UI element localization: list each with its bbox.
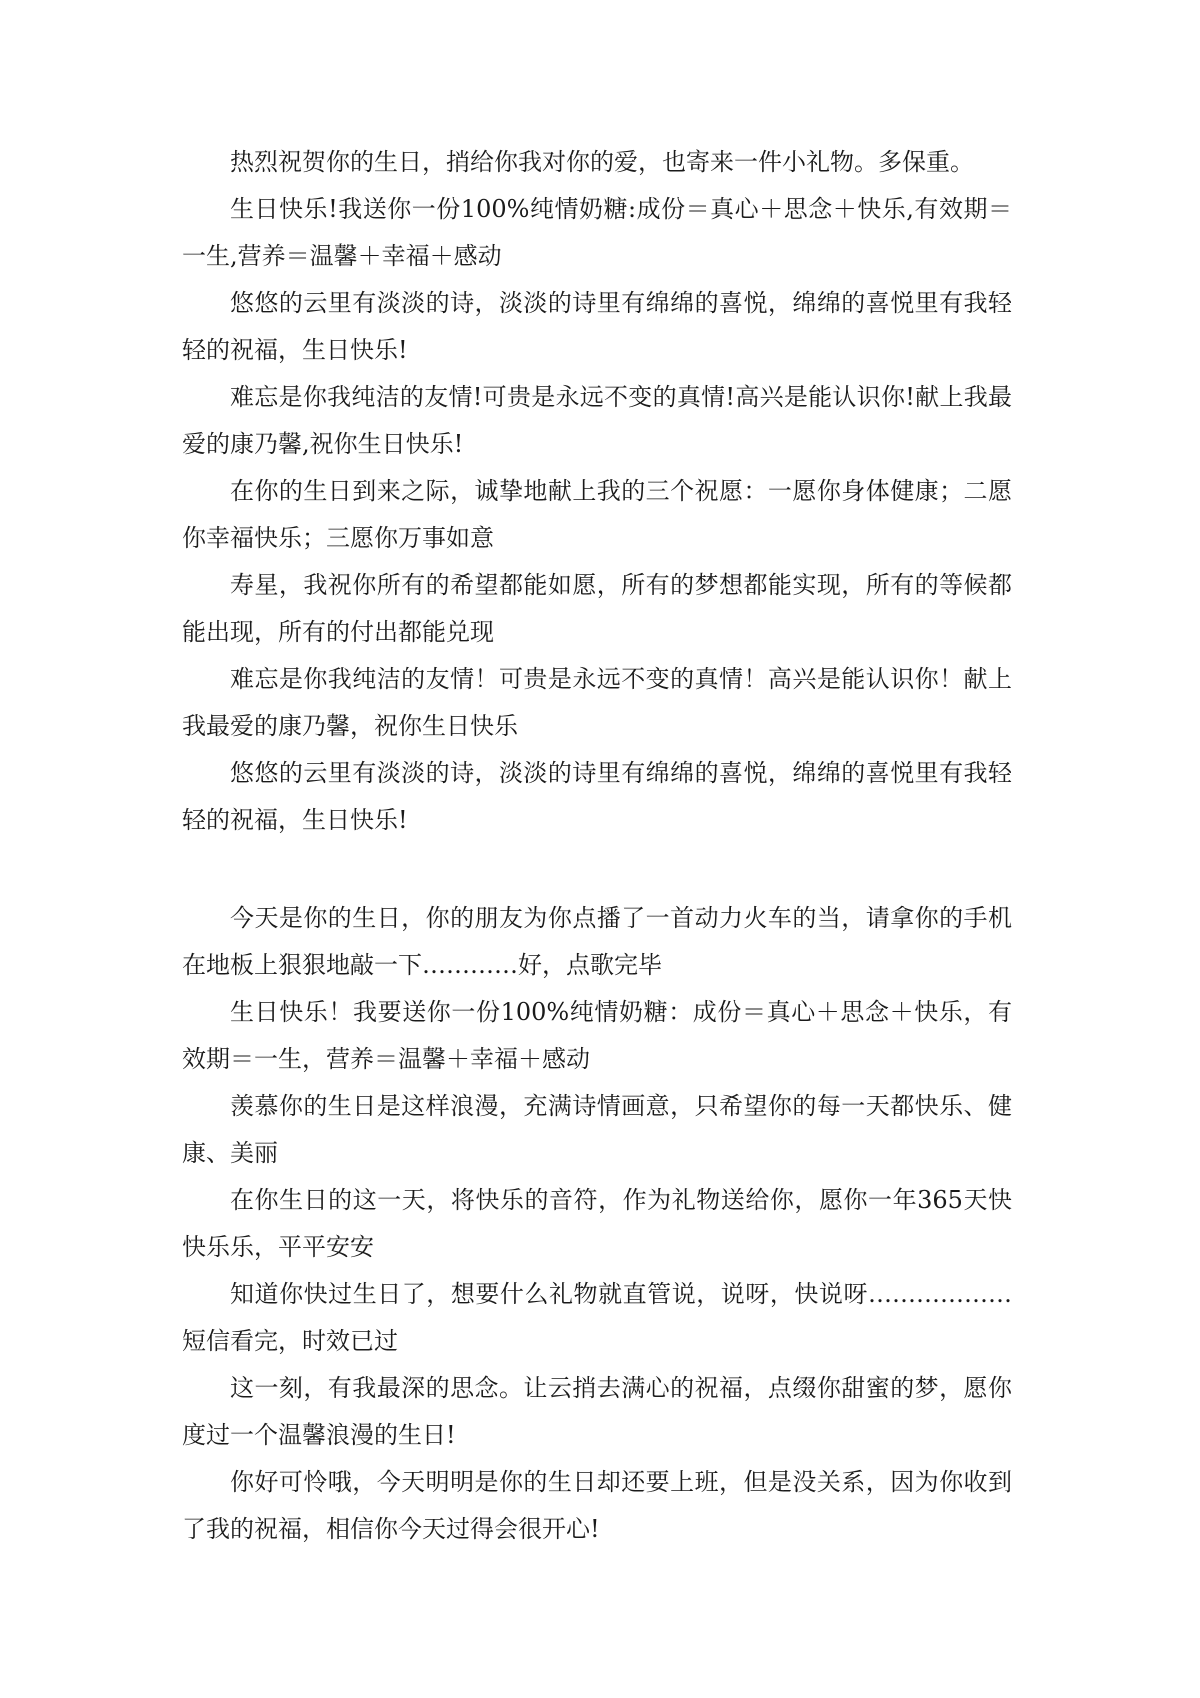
paragraph: 这一刻，有我最深的思念。让云捎去满心的祝福，点缀你甜蜜的梦，愿你度过一个温馨浪漫的生日! xyxy=(182,1374,1012,1449)
paragraph: 知道你快过生日了，想要什么礼物就直管说，说呀，快说呀………………短信看完，时效已过 xyxy=(182,1280,1012,1355)
greeting-section-2 xyxy=(182,895,1012,1553)
paragraph: 悠悠的云里有淡淡的诗，淡淡的诗里有绵绵的喜悦，绵绵的喜悦里有我轻轻的祝福，生日快乐! xyxy=(182,759,1012,834)
paragraph: 生日快乐!我送你一份100%纯情奶糖:成份＝真心＋思念＋快乐,有效期＝一生,营养＝温馨＋幸福＋感动 xyxy=(182,195,1012,270)
paragraph: 今天是你的生日，你的朋友为你点播了一首动力火车的当，请拿你的手机在地板上狠狠地敲一下…………好，点歌完毕 xyxy=(182,904,1012,979)
paragraph: 难忘是你我纯洁的友情!可贵是永远不变的真情!高兴是能认识你!献上我最爱的康乃馨,祝你生日快乐! xyxy=(182,383,1012,458)
paragraph: 羡慕你的生日是这样浪漫，充满诗情画意，只希望你的每一天都快乐、健康、美丽 xyxy=(182,1092,1012,1167)
paragraph: 在你生日的这一天，将快乐的音符，作为礼物送给你，愿你一年365天快快乐乐，平平安安 xyxy=(182,1186,1012,1261)
paragraph: 在你的生日到来之际，诚挚地献上我的三个祝愿：一愿你身体健康；二愿你幸福快乐；三愿你万事如意 xyxy=(182,477,1012,552)
paragraph: 难忘是你我纯洁的友情！可贵是永远不变的真情！高兴是能认识你！献上我最爱的康乃馨，祝你生日快乐 xyxy=(182,665,1012,740)
paragraph: 热烈祝贺你的生日，捎给你我对你的爱，也寄来一件小礼物。多保重。 xyxy=(230,148,974,176)
paragraph: 寿星，我祝你所有的希望都能如愿，所有的梦想都能实现，所有的等候都能出现，所有的付出都能兑现 xyxy=(182,571,1012,646)
greeting-section-1 xyxy=(182,139,1012,844)
paragraph: 生日快乐！我要送你一份100%纯情奶糖：成份＝真心＋思念＋快乐，有效期＝一生，营养＝温馨＋幸福＋感动 xyxy=(182,998,1012,1073)
paragraph: 悠悠的云里有淡淡的诗，淡淡的诗里有绵绵的喜悦，绵绵的喜悦里有我轻轻的祝福，生日快乐! xyxy=(182,289,1012,364)
paragraph: 你好可怜哦，今天明明是你的生日却还要上班，但是没关系，因为你收到了我的祝福，相信你今天过得会很开心! xyxy=(182,1468,1012,1543)
